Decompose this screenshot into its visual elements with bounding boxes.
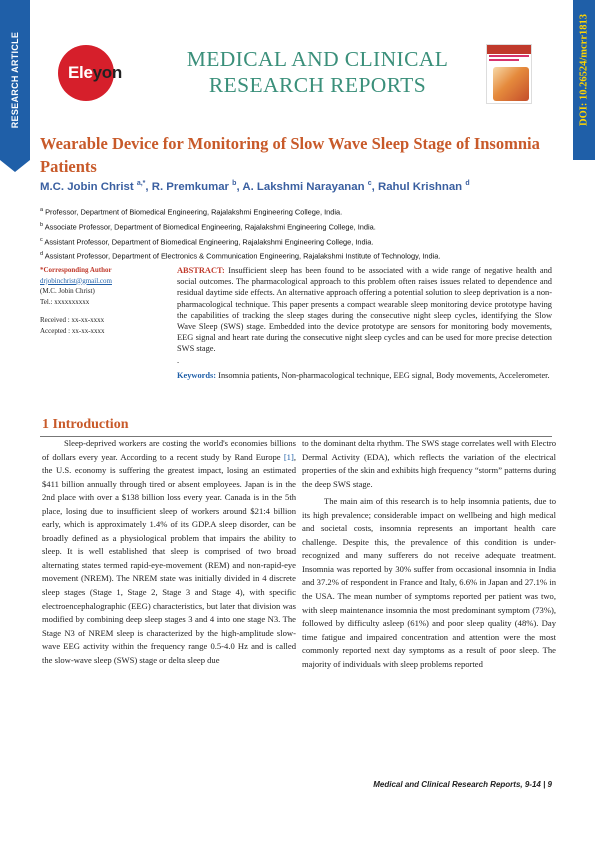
dates-block [40,315,175,336]
body-paragraph [42,437,296,667]
journal-title [160,46,475,98]
abstract-paragraph [177,265,552,355]
author-name: A. Lakshmi Narayanan [242,180,365,193]
journal-title-line1: MEDICAL AND CLINICAL [186,47,449,71]
affiliation-text: Assistant Professor, Department of Electronics & Communication Engineering, Rajalakshmi Institute of Technology, India. [44,251,441,261]
doi-banner [573,0,595,160]
body-paragraph: The main aim of this research is to help insomnia patients, due to its high prevalence; considerable impact on wellbeing and high medical and societal costs, insomnia represents an important health care challenge. Despite this, the prevalence of this condition is under-recognized and many sufferers do not receive adequate treatment. Insomnia was reported by 30% suffer from occasional insomnia in India and 37.2% of respondent in France and Italy, 6.6% in Japan and 27.1% in the USA. The mean number of symptoms reported per patient was two, with sleep maintenance insomnia the most predominant symptom (73%), followed by difficulty asleep (61%) and poor sleep quality (48%). Day time fatigue and impaired concentration and attention were the most commonly reported next day symptoms as a result of poor sleep. The majority of individuals with sleep problems reported [302,496,556,669]
cover-artwork [493,67,529,101]
body-text: , the U.S. economy is suffering the greatest impact, losing an estimated $411 billion annually through tired or absent employees. Japan is in the 2nd place with over a $138 billion loss every year. Canada is in the 5th place, losing due to insufficient sleep of workers around $21:4 billion early, which is approximately 1.4% of its GDP.A sleep disorder, can be broadly defined as a physiological problem that impairs the ability to sleep. It is well established that sleep is comprised of two broad alternating states termed rapid-eye-movement (REM) and non-rapid-eye movement (NREM). The NREM state was initially divided in 4 discrete sleep stages (Stage 1, Stage 2, Stage 3 and Stage 4), with specific electroencephalographic (EEG) characteristics, but later that division was modified by combining deep sleep stages 3 and 4 into one stage N3. The Stage N3 of NREM sleep is characterized by the high-amplitude slow-wave EEG activity within the frequency range 0.5-4.0 Hz and is called the slow-wave sleep (SWS) stage or delta sleep due [42,451,296,665]
corresponding-author-label: *Corresponding Author [40,266,112,274]
affiliation-item [40,248,570,263]
body-paragraph: to the dominant delta rhythm. The SWS stage correlates well with Electro Dermal Activity (EDA), which reflects the variation of the electrical properties of the skin and exhibits high frequency “storm” patterns during the deep SWS stage. [302,438,556,489]
research-article-banner [0,0,30,160]
body-column-left [42,437,296,667]
corresponding-author-name: (M.C. Jobin Christ) [40,287,95,295]
article-title: Wearable Device for Monitoring of Slow Wave Sleep Stage of Insomnia Patients [40,134,540,176]
affiliation-sup: a [40,207,44,213]
cover-title-line [489,59,519,61]
author-sup: b [232,180,237,187]
corresponding-author-block [40,265,175,336]
journal-title-line2: RESEARCH REPORTS [208,73,427,97]
affiliation-item [40,234,570,249]
section-heading-text: 1 Introduction [42,417,129,432]
affiliation-sup: d [40,251,44,258]
affiliation-sup: b [40,221,44,228]
research-article-label: RESEARCH ARTICLE [10,31,20,129]
abstract-dot: . [177,355,180,365]
affiliation-list [40,204,570,263]
logo-text-part1: Ele [68,63,93,82]
abstract-block [177,265,552,381]
author-sup: d [465,180,470,187]
section-heading [40,418,552,437]
author-email-link[interactable]: drjobinchrist@gmail.com [40,276,112,285]
affiliation-item [40,219,570,234]
cover-title-line [489,55,529,57]
affiliation-text: Assistant Professor, Department of Biomedical Engineering, Rajalakshmi Engineering College, India. [44,237,374,246]
eleyon-logo [58,45,146,101]
author-name: M.C. Jobin Christ [40,180,134,193]
cover-band [487,45,531,54]
page-footer: Medical and Clinical Research Reports, 9-14 | 9 [373,780,552,789]
author-name: R. Premkumar [151,180,229,193]
journal-cover-image [486,44,532,104]
keywords-paragraph [177,370,552,381]
affiliation-text: Professor, Department of Biomedical Engineering, Rajalakshmi Engineering College, India. [45,207,343,217]
affiliation-sup: c [40,236,43,243]
accepted-date: Accepted : xx-xx-xxxx [40,326,105,335]
keywords-text: Insomnia patients, Non-pharmacological technique, EEG signal, Body movements, Accelerometer. [218,370,550,380]
keywords-label: Keywords: [177,370,217,380]
abstract-label: ABSTRACT: [177,266,225,275]
logo-text [68,63,122,83]
affiliation-text: Associate Professor, Department of Biomedical Engineering, Rajalakshmi Engineering College, India. [44,222,376,232]
reference-link[interactable]: [1] [283,451,294,462]
received-date: Received : xx-xx-xxxx [40,316,105,324]
abstract-text: Insufficient sleep has been found to be associated with a wide range of negative health and social outcomes. The pharmacological approach to this problem often raises issues related to dependence and residual daytime side effects. An alternative approach offering a potential solution to sleep deprivation is a non-pharmacological technique. This paper presents a compact wearable sleep monitoring device prototype having the capabilities of tracking the sleep stages during the consecutive night sleep cycles, identifying the Slow Wave Sleep (SWS) stage. Embedded into the device prototype are sensors for monitoring body movements, EEG signal and heart rate during the consecutive night sleep cycles and can be used for more precise detection SWS stage. [177,266,552,354]
body-text: Sleep-deprived workers are costing the world's economies billions of dollars every year. According to a recent study by Rand Europe [42,438,296,462]
author-sup: c [367,180,372,187]
doi-label: DOI: 10.26524/mcrr1813 [578,14,590,126]
author-sup: a,* [136,180,146,187]
author-list: M.C. Jobin Christ $^{a,*}$, R. Premkumar $^b$, A. Lakshmi Narayanan $^c$, Rahul Krishnan $^d$ [40,180,470,193]
telephone: Tel.: xxxxxxxxxx [40,297,90,306]
logo-text-part2: yon [92,63,122,82]
body-column-right [302,437,556,671]
affiliation-item [40,204,570,219]
author-name: Rahul Krishnan [377,180,463,193]
